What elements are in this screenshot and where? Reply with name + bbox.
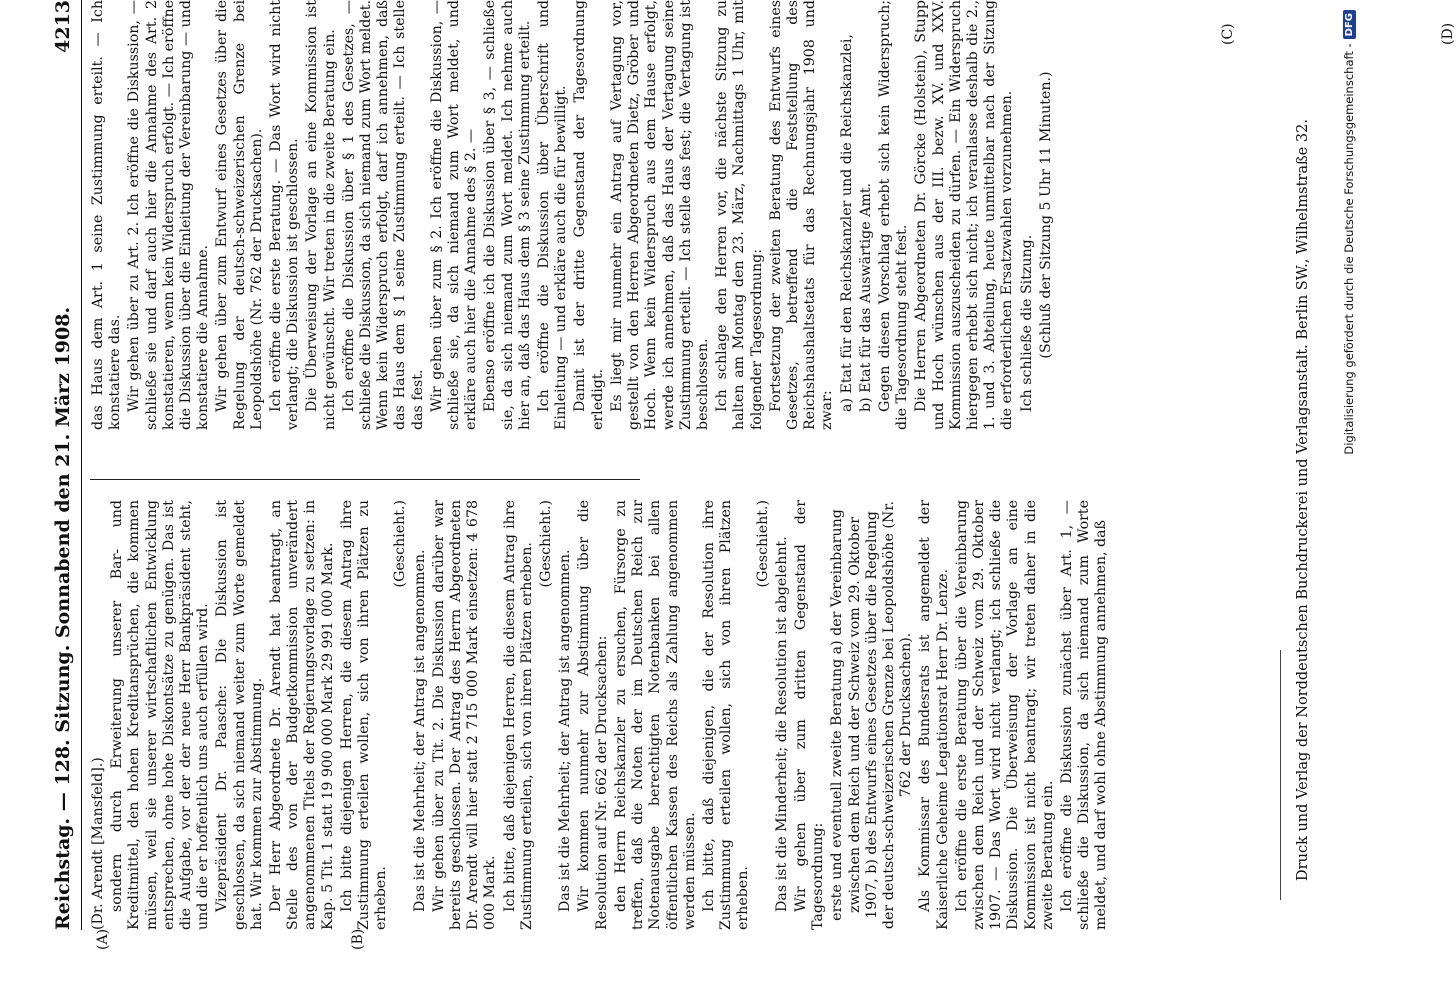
paragraph: Wir gehen über zum Entwurf eines Gesetzes über die Regelung der deutsch-schweizerischen Grenze bei Leopoldshöhe (Nr. 762 der Drucksachen). [214, 0, 265, 430]
margin-marker-b: (B) [350, 928, 366, 950]
resolution-text: den Herrn Reichskanzler zu ersuchen, Fürsorge zu treffen, daß die Noten der im Deutschen Reich zur Notenausgabe berechtigten Notenbanken bei allen öffentlichen Kassen des Reichs als Zahlung angenommen werden müssen. [612, 500, 698, 930]
paragraph: Das ist die Minderheit; die Resolution ist abgelehnt. [773, 536, 790, 912]
credit-text: Digitalisierung gefördert durch die Deutsche Forschungsgemeinschaft - [1342, 43, 1356, 455]
column-divider [90, 479, 640, 480]
right-column [90, 0, 1054, 430]
agenda-subitem: a) Etat für den Reichskanzler und die Reichskanzlei, [838, 34, 855, 412]
paragraph: Ebenso eröffne ich die Diskussion über § 3, — schließe sie, da sich niemand zum Wort meldet. Ich nehme auch hier an, daß das Haus dem § 3 seine Zustimmung erteilt. [482, 0, 533, 430]
paragraph: Die Herren Abgeordneten Dr. Görcke (Holstein), Stupp und Hoch wünschen aus der III. bezw. XV. und XXV. Kommission auszuscheiden zu dürfen. — Ein Widerspruch hiergegen erhebt sich nicht; ich veranlasse deshalb die 2., 1. und 3. Abteilung, heute unmittelbar nach der Sitzung die erforderlichen Ersatzwahlen vorzunehmen. [913, 0, 1016, 430]
stage-note: (Geschieht.) [754, 500, 771, 588]
stage-note: (Geschieht.) [392, 500, 409, 588]
running-title: Reichstag. — 128. Sitzung. Sonnabend den 21. März 1908. [52, 306, 74, 930]
agenda-subitem: b) Etat für das Auswärtige Amt. [857, 182, 874, 412]
margin-marker-d: (D) [1440, 22, 1456, 45]
paragraph: das Haus dem Art. 1 seine Zustimmung erteilt. — Ich konstatiere das. [90, 0, 124, 430]
paragraph: Wir gehen über zu Tit. 2. Die Diskussion darüber war bereits geschlossen. Der Antrag des Herrn Abgeordneten Dr. Arendt will hier statt 2 715 000 Mark einsetzen: 4 678 000 Mark. [430, 500, 499, 930]
paragraph: Ich schließe die Sitzung. [1018, 234, 1035, 412]
closing-note: (Schluß der Sitzung 5 Uhr 11 Minuten.) [1037, 71, 1054, 359]
paragraph: Wir gehen über zum § 2. Ich eröffne die Diskussion, — schließe sie, da sich niemand zum Wort meldet, und erkläre auch hier die Annahme des § 2. — [428, 0, 480, 430]
paragraph: Ich bitte, daß diejenigen Herren, die diesem Antrag ihre Zustimmung erteilen, sich von ihren Plätzen erheben. [501, 500, 535, 930]
agenda-item: erste und eventuell zweite Beratung a) der Vereinbarung zwischen dem Reich und der Schweiz vom 29. Oktober 1907, b) des Entwurfs eines Gesetzes über die Regelung der deutsch-schweizerischen Grenze bei Leopoldshöhe (Nr. 762 der Drucksachen). [829, 500, 915, 930]
agenda-item: Fortsetzung der zweiten Beratung des Entwurfs eines Gesetzes, betreffend die Feststellung des Reichshaushaltsetats für das Rechnungsjahr 1908 und zwar: [767, 0, 836, 430]
paragraph: Wir gehen über zum dritten Gegenstand der Tagesordnung: [792, 500, 827, 930]
page-number: 4213 [52, 0, 74, 53]
paragraph: Der Herr Abgeordnete Dr. Arendt hat beantragt, an Stelle des von der Budgetkommission unverändert angenommenen Titels der Regierungsvorlage zu setzen: in Kap. 5 Tit. 1 statt 19 900 000 Mark 29 991 000 Mark. [268, 500, 336, 930]
paragraph: Ich schlage den Herren vor, die nächste Sitzung zu halten am Montag den 23. März, Nachmittags 1 Uhr, mit folgender Tagesordnung: [714, 0, 765, 430]
paragraph: Ich eröffne die Diskussion über § 1 des Gesetzes, — schließe die Diskussion, da sich niemand zum Wort meldet. Wenn kein Widerspruch erfolgt, darf ich annehmen, daß das Haus dem § 1 seine Zustimmung erteilt. — Ich stelle das fest. [340, 0, 426, 430]
paragraph: Damit ist der dritte Gegenstand der Tagesordnung erledigt. [572, 0, 606, 430]
speaker-tag: (Dr. Arendt [Mansfeld].) [90, 757, 106, 930]
paragraph: Das ist die Mehrheit; der Antrag ist angenommen. [411, 549, 428, 912]
stage-note: (Geschieht.) [538, 500, 555, 588]
margin-marker-c: (C) [1220, 23, 1236, 45]
paragraph: Ich eröffne die erste Beratung über die Vereinbarung zwischen dem Reich und der Schweiz vom 29. Oktober 1907. — Das Wort wird nicht verlangt; ich schließe die Diskussion. Die Überweisung der Vorlage an eine Kommission ist nicht beantragt; wir treten daher in die zweite Beratung ein. [953, 500, 1056, 930]
paragraph: Ich bitte diejenigen Herren, die diesem Antrag ihre Zustimmung erteilen wollen, sich von ihren Plätzen zu erheben. [338, 500, 390, 930]
paragraph: Ich bitte, daß diejenigen, die der Resolution ihre Zustimmung erteilen wollen, sich von ihren Plätzen erheben. [700, 500, 752, 930]
paragraph: Es liegt mir nunmehr ein Antrag auf Vertagung vor, gestellt von den Herren Abgeordneten Dietz, Gröber und Hoch. Wenn kein Widerspruch aus dem Hause erfolgt, werde ich annehmen, daß das Haus der Vertagung seine Zustimmung erteilt. — Ich stelle das fest; die Vertagung ist beschlossen. [608, 0, 711, 430]
digitization-credit [1340, 10, 1358, 1000]
paragraph: Ich eröffne die erste Beratung. — Das Wort wird nicht verlangt; die Diskussion ist geschlossen. [268, 0, 302, 430]
paragraph: Das ist die Mehrheit; der Antrag ist angenommen. [557, 549, 574, 912]
rule-line [1280, 650, 1281, 900]
printer-footer: Druck und Verlag der Norddeutschen Buchdruckerei und Verlagsanstalt. Berlin SW., Wilhelmstraße 32. [1295, 119, 1311, 881]
paragraph: Ich eröffne die Diskussion über Überschrift und Einleitung — und erkläre auch die für bewilligt. [536, 0, 570, 430]
paragraph: Vizepräsident Dr. Paasche: Die Diskussion ist geschlossen, da sich niemand weiter zum Worte gemeldet hat. Wir kommen zur Abstimmung. [214, 500, 265, 930]
left-column [90, 500, 1110, 930]
paragraph: Wir kommen nunmehr zur Abstimmung über die Resolution auf Nr. 662 der Drucksachen: [576, 500, 610, 930]
paragraph: Gegen diesen Vorschlag erhebt sich kein Widerspruch; die Tagesordnung steht fest. [876, 0, 911, 430]
paragraph: sondern durch Erweiterung unserer Bar- und Kreditmittel, den hohen Kreditansprüchen, die kommen müssen, weil sie unserer wirtschaftlichen Entwicklung entsprechen, ohne hohe Diskontsätze zu genügen. Das ist die Aufgabe, vor der der neue Herr Bankpräsident steht, und die er hoffentlich uns auch erfüllen wird. [109, 500, 212, 930]
page-header [45, 0, 82, 930]
paragraph: Die Überweisung der Vorlage an eine Kommission ist nicht gewünscht. Wir treten in die zweite Beratung ein. [304, 0, 338, 430]
paragraph: Wir gehen über zu Art. 2. Ich eröffne die Diskussion, — schließe sie und darf auch hier die Annahme des Art. 2 konstatieren, wenn kein Widerspruch erfolgt. — Ich eröffne die Diskussion über die Einleitung der Vereinbarung — und konstatiere die Annahme. [126, 0, 212, 430]
paragraph: Ich eröffne die Diskussion zunächst über Art. 1, — schließe die Diskussion, da sich niemand zum Worte meldet, und darf wohl ohne Abstimmung annehmen, daß [1058, 500, 1110, 930]
paragraph: Als Kommissar des Bundesrats ist angemeldet der Kaiserliche Geheime Legationsrat Herr Dr. Lenze. [917, 500, 951, 930]
dfg-logo: DFG [1343, 10, 1356, 39]
margin-marker-a: (A) [95, 928, 111, 950]
